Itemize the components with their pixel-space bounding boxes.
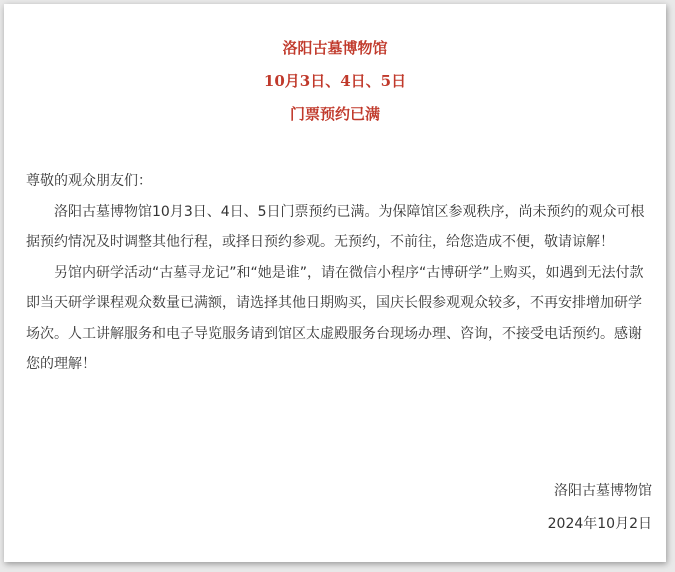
paragraph-study-activities: 另馆内研学活动“古墓寻龙记”和“她是谁”，请在微信小程序“古博研学”上购买，如遇到无法付款即当天研学课程观众数量已满额，请选择其他日期购买，国庆长假参观观众较多，不再安排增加研学场次。人工讲解服务和电子导览服务请到馆区太虚殿服务台现场办理、咨询，不接受电话预约。感谢您的理解！ (26, 264, 644, 372)
signature-org: 洛阳古墓博物馆 (554, 483, 652, 499)
notice-card (4, 4, 666, 562)
notice-body (26, 166, 652, 380)
signature-date: 2024年10月2日 (547, 516, 652, 532)
salutation: 尊敬的观众朋友们： (26, 173, 152, 189)
signature-block (548, 475, 652, 541)
paragraph-ticket-full: 洛阳古墓博物馆10月3日、4日、5日门票预约已满。为保障馆区参观秩序，尚未预约的观众可根据预约情况及时调整其他行程，或择日预约参观。无预约，不前往，给您造成不便，敬请谅解！ (26, 203, 645, 250)
header-museum-name: 洛阳古墓博物馆 (282, 39, 388, 57)
notice-header (4, 32, 666, 131)
header-dates: 10月3日、4日、5日 (263, 72, 407, 90)
header-status: 门票预约已满 (289, 105, 380, 123)
